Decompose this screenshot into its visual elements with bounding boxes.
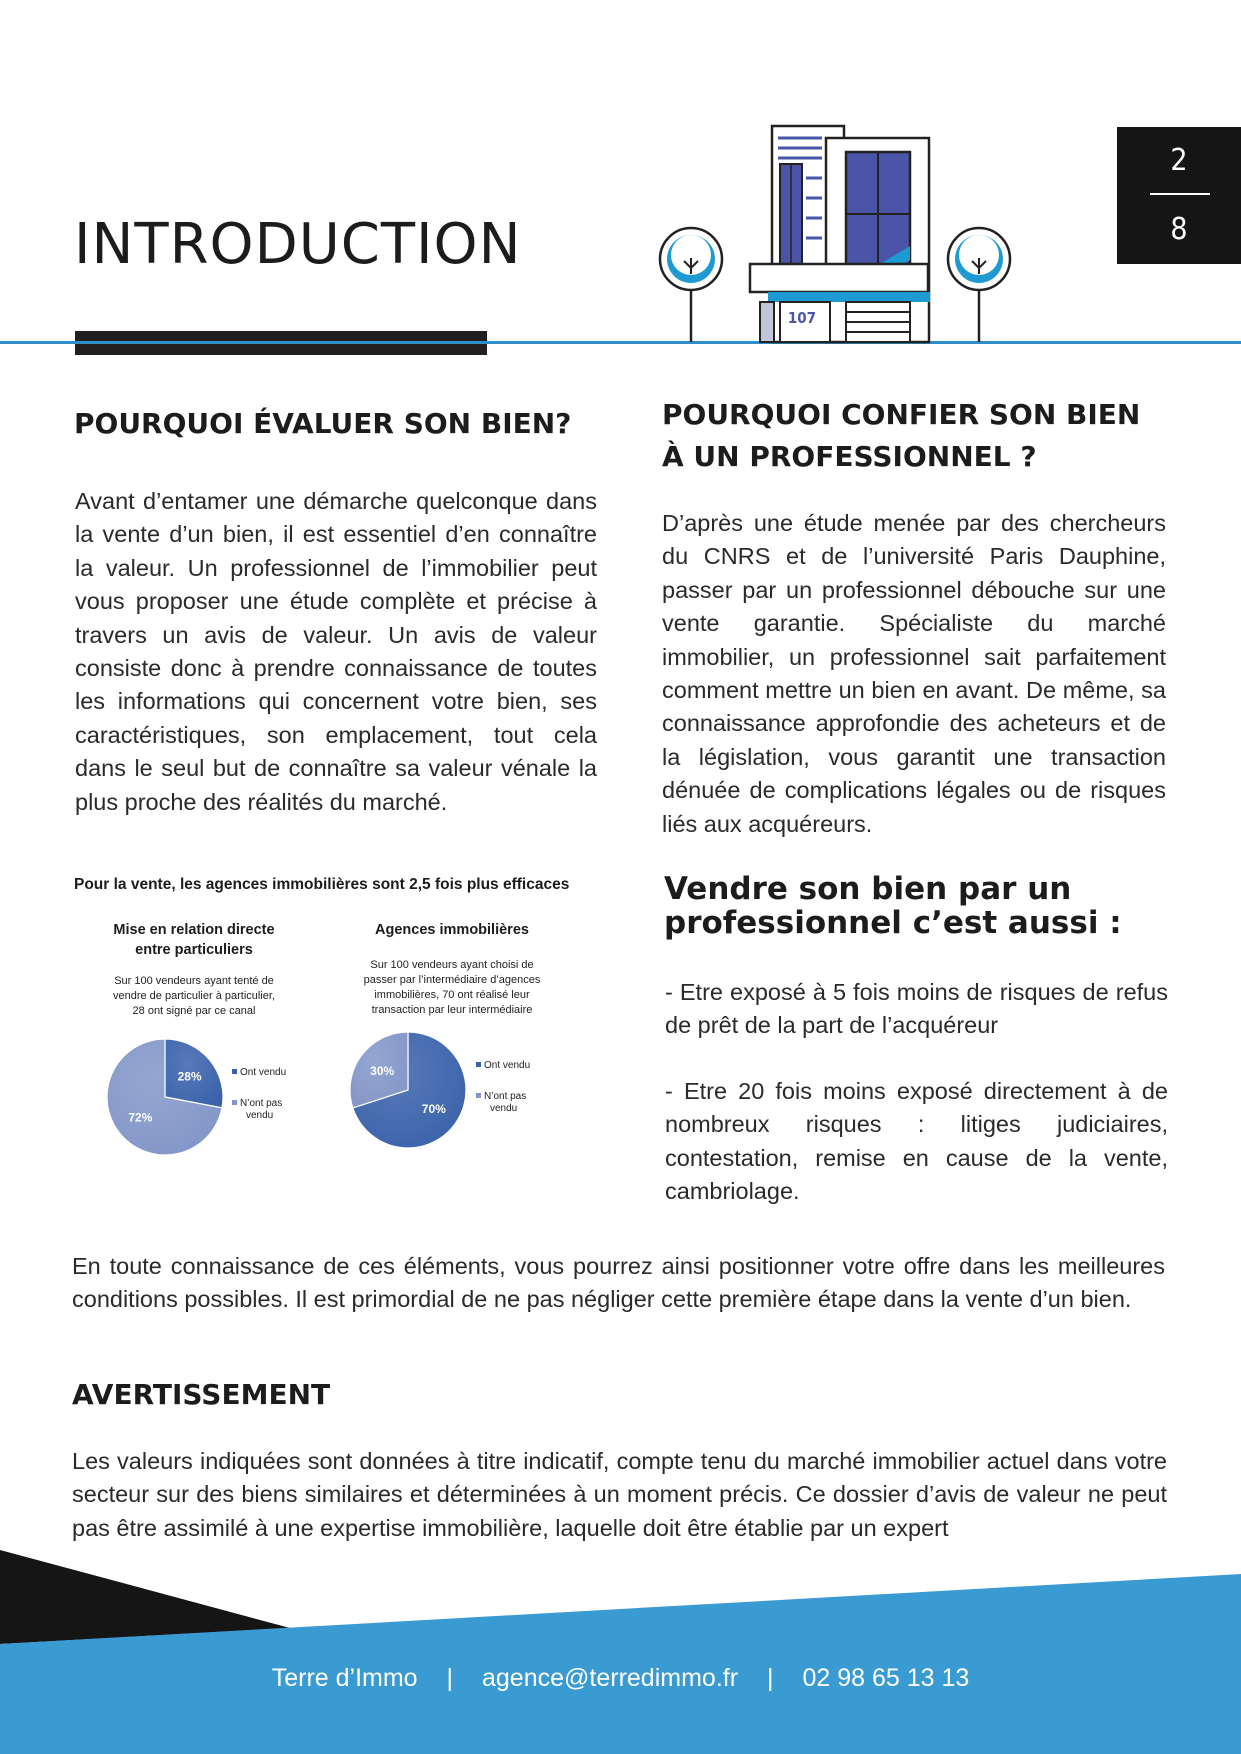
header-divider-line — [0, 341, 1241, 344]
footer-background — [0, 1540, 1241, 1754]
benefit-item: - Etre exposé à 5 fois moins de risques de refus de prêt de la part de l’acquéreur — [665, 979, 1168, 1039]
footer-separator: | — [766, 1664, 774, 1692]
footer-contact — [0, 1664, 1241, 1693]
building-number: 107 — [787, 309, 817, 327]
pie-subtitle-private: Sur 100 vendeurs ayant tenté de vendre de particulier à particulier, 28 ont signé par ce canal — [112, 975, 276, 1017]
page-title: INTRODUCTION — [74, 212, 522, 277]
section-heading-evaluate: POURQUOI ÉVALUER SON BIEN? — [74, 407, 572, 440]
pie-subtitle-agencies: Sur 100 vendeurs ayant choisi de passer par l’intermédiaire d’agences immobilières, 70 ont réalisé leur transaction par leur intermédiaire — [363, 959, 541, 1016]
page-current: 2 — [1170, 143, 1188, 178]
pie-value-label: 72% — [128, 1110, 153, 1125]
paragraph-professional: D’après une étude menée par des chercheurs du CNRS et de l’université Paris Dauphine, passer par un professionnel débouche sur une vente garantie. Spécialiste du marché immobilier, un professionnel sait parfaitement comment mettre un bien en avant. De même, sa connaissance approfondie des acheteurs et de la législation, vous garantit une transaction dénuée de complications légales ou de risques liés aux acquéreurs. — [662, 510, 1166, 837]
legend-label: Ont vendu — [484, 1060, 531, 1071]
legend-label: Ont vendu — [240, 1067, 287, 1078]
section-heading-warning: AVERTISSEMENT — [72, 1378, 331, 1411]
pie-panel-agencies — [332, 920, 592, 1190]
pie-chart-agencies — [332, 920, 592, 1190]
legend-label: N’ont pas — [240, 1098, 283, 1109]
footer-separator: | — [446, 1664, 454, 1692]
pie-panel-private — [74, 920, 334, 1190]
footer-email-link[interactable]: agence@terredimmo.fr — [482, 1664, 739, 1692]
legend-swatch — [232, 1069, 237, 1074]
legend-label: N’ont pas — [484, 1091, 527, 1102]
pie-title-agencies: Agences immobilières — [375, 922, 529, 938]
legend-swatch — [232, 1100, 237, 1105]
legend-label: vendu — [490, 1103, 518, 1114]
pie-chart-private — [74, 920, 334, 1190]
pie-title-private: Mise en relation directe entre particuliers — [113, 922, 275, 958]
page-counter-separator — [1150, 193, 1210, 195]
paragraph-conclusion: En toute connaissance de ces éléments, vous pourrez ainsi positionner votre offre dans les meilleures conditions possibles. Il est primordial de ne pas négliger cette première étape dans la vente d’un bien. — [72, 1253, 1165, 1313]
chart-title: Pour la vente, les agences immobilières sont 2,5 fois plus efficaces — [74, 876, 570, 893]
page-total: 8 — [1170, 212, 1188, 247]
paragraph-warning: Les valeurs indiquées sont données à titre indicatif, compte tenu du marché immobilier actuel dans votre secteur sur des biens similaires et déterminées à un moment précis. Ce dossier d’avis de valeur ne peut pas être assimilé à une expertise immobilière, laquelle doit être établie par un expert — [72, 1448, 1167, 1541]
page-counter — [1117, 127, 1241, 264]
footer-agency-name: Terre d’Immo — [271, 1664, 418, 1692]
paragraph-evaluate: Avant d’entamer une démarche quelconque dans la vente d’un bien, il est essentiel d’en connaître la valeur. Un professionnel de l’immobilier peut vous proposer une étude complète et précise à travers un avis de valeur. Un avis de valeur consiste donc à prendre connaissance de toutes les informations qui concernent votre bien, ses caractéristiques, son emplacement, tout cela dans le seul but de connaître sa valeur vénale la plus proche des réalités du marché. — [75, 488, 597, 815]
section-heading-professional: POURQUOI CONFIER SON BIEN À UN PROFESSIONNEL ? — [662, 398, 1141, 473]
subheading-benefits: Vendre son bien par un professionnel c’est aussi : — [664, 871, 1122, 941]
benefit-item: - Etre 20 fois moins exposé directement à de nombreux risques : litiges judiciaires, contestation, remise en cause de la vente, cambriolage. — [665, 1078, 1168, 1205]
pie-value-label: 30% — [370, 1064, 395, 1079]
legend-swatch — [476, 1062, 481, 1067]
building-illustration-icon — [650, 118, 1020, 344]
pie-value-label: 70% — [421, 1101, 446, 1116]
legend-swatch — [476, 1093, 481, 1098]
legend-label: vendu — [246, 1110, 274, 1121]
sales-efficiency-chart — [74, 876, 602, 1196]
pie-value-label: 28% — [177, 1069, 202, 1084]
footer-phone-link[interactable]: 02 98 65 13 13 — [802, 1664, 970, 1692]
